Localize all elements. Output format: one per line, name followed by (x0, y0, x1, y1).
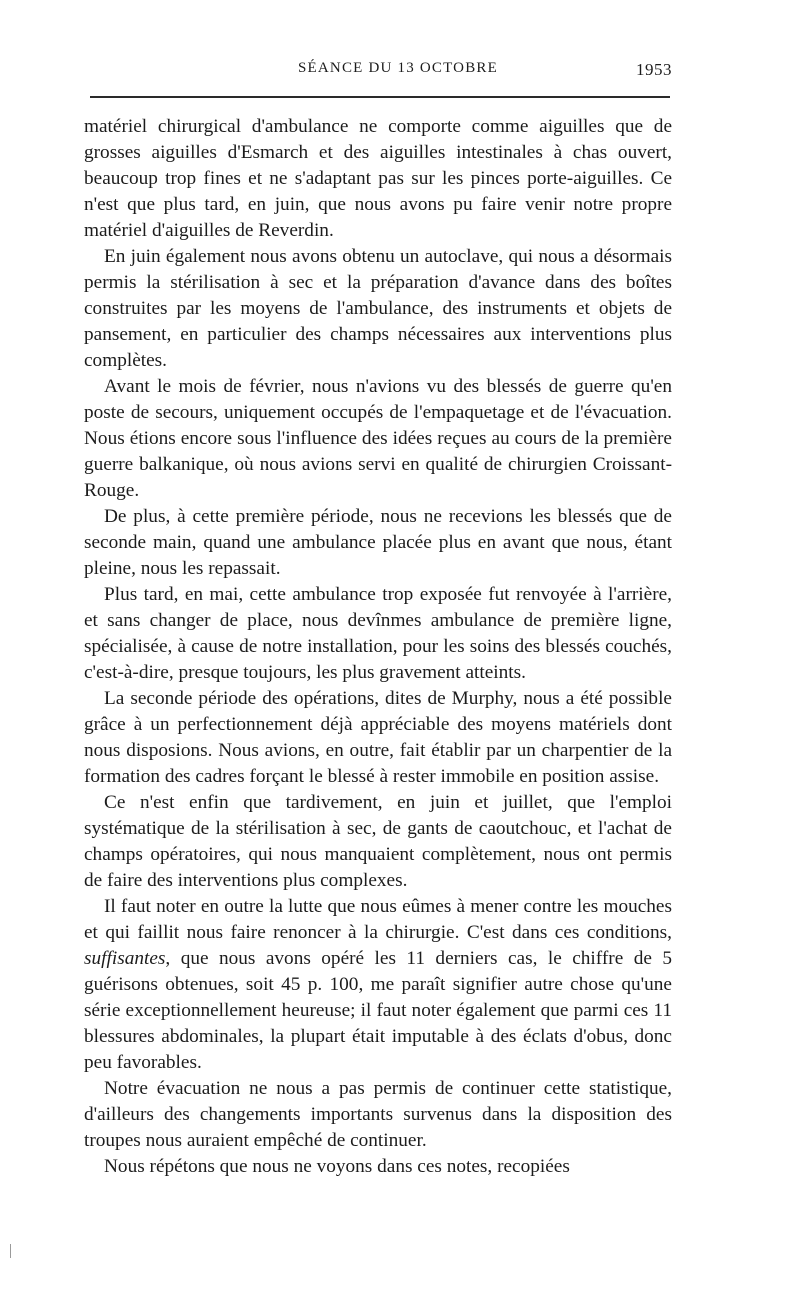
running-header (84, 60, 672, 86)
paragraph: Nous répétons que nous ne voyons dans ces notes, recopiées (104, 1156, 570, 1177)
margin-mark (10, 1244, 11, 1258)
paragraph (84, 894, 672, 1076)
header-rule (90, 96, 670, 98)
body-text (84, 114, 672, 1180)
paragraph: Ce n'est enfin que tardivement, en juin et juillet, que l'emploi systématique de la stérilisation à sec, de gants de caoutchouc, et l'achat de champs opératoires, qui nous manquaient complètement, nous ont permis de faire des interventions plus complexes. (84, 792, 672, 891)
emphasized-word: suffisantes (84, 948, 166, 969)
paragraph: matériel chirurgical d'ambulance ne comporte comme aiguilles que de grosses aiguilles d'Esmarch et des aiguilles intestinales à chas ouvert, beaucoup trop fines et ne s'adaptant pas sur les pinces porte-aiguilles. Ce n'est que plus tard, en juin, que nous avons pu faire venir notre propre matériel d'aiguilles de Reverdin. (84, 116, 672, 241)
paragraph-text: Il faut noter en outre la lutte que nous eûmes à mener contre les mouches et qui faillit nous faire renoncer à la chirurgie. C'est dans ces conditions, (84, 896, 672, 943)
paragraph: De plus, à cette première période, nous ne recevions les blessés que de seconde main, quand une ambulance placée plus en avant que nous, étant pleine, nous les repassait. (84, 506, 672, 579)
paragraph: Plus tard, en mai, cette ambulance trop exposée fut renvoyée à l'arrière, et sans changer de place, nous devînmes ambulance de première ligne, spécialisée, à cause de notre installation, pour les soins des blessés couchés, c'est-à-dire, presque toujours, les plus gravement atteints. (84, 584, 672, 683)
paragraph: Notre évacuation ne nous a pas permis de continuer cette statistique, d'ailleurs des changements importants survenus dans la disposition des troupes nous auraient empêché de continuer. (84, 1078, 672, 1151)
paragraph: La seconde période des opérations, dites de Murphy, nous a été possible grâce à un perfectionnement déjà appréciable des moyens matériels dont nous disposions. Nous avions, en outre, fait établir par un charpentier de la formation des cadres forçant le blessé à rester immobile en position assise. (84, 688, 672, 787)
paragraph-text: , que nous avons opéré les 11 derniers cas, le chiffre de 5 guérisons obtenues, soit 45 p. 100, me paraît signifier autre chose qu'une série exceptionnellement heureuse; il faut noter également que parmi ces 11 blessures abdominales, la plupart était imputable à des éclats d'obus, donc peu favorables. (84, 948, 672, 1073)
header-title: SÉANCE DU 13 OCTOBRE (298, 60, 498, 76)
paragraph: En juin également nous avons obtenu un autoclave, qui nous a désormais permis la stérilisation à sec et la préparation d'avance dans des boîtes construites par les moyens de l'ambulance, des instruments et objets de pansement, en particulier des champs nécessaires aux interventions plus complètes. (84, 246, 672, 371)
page-number: 1953 (636, 60, 672, 79)
paragraph: Avant le mois de février, nous n'avions vu des blessés de guerre qu'en poste de secours, uniquement occupés de l'empaquetage et de l'évacuation. Nous étions encore sous l'influence des idées reçues au cours de la première guerre balkanique, où nous avions servi en qualité de chirurgien Croissant-Rouge. (84, 376, 672, 501)
